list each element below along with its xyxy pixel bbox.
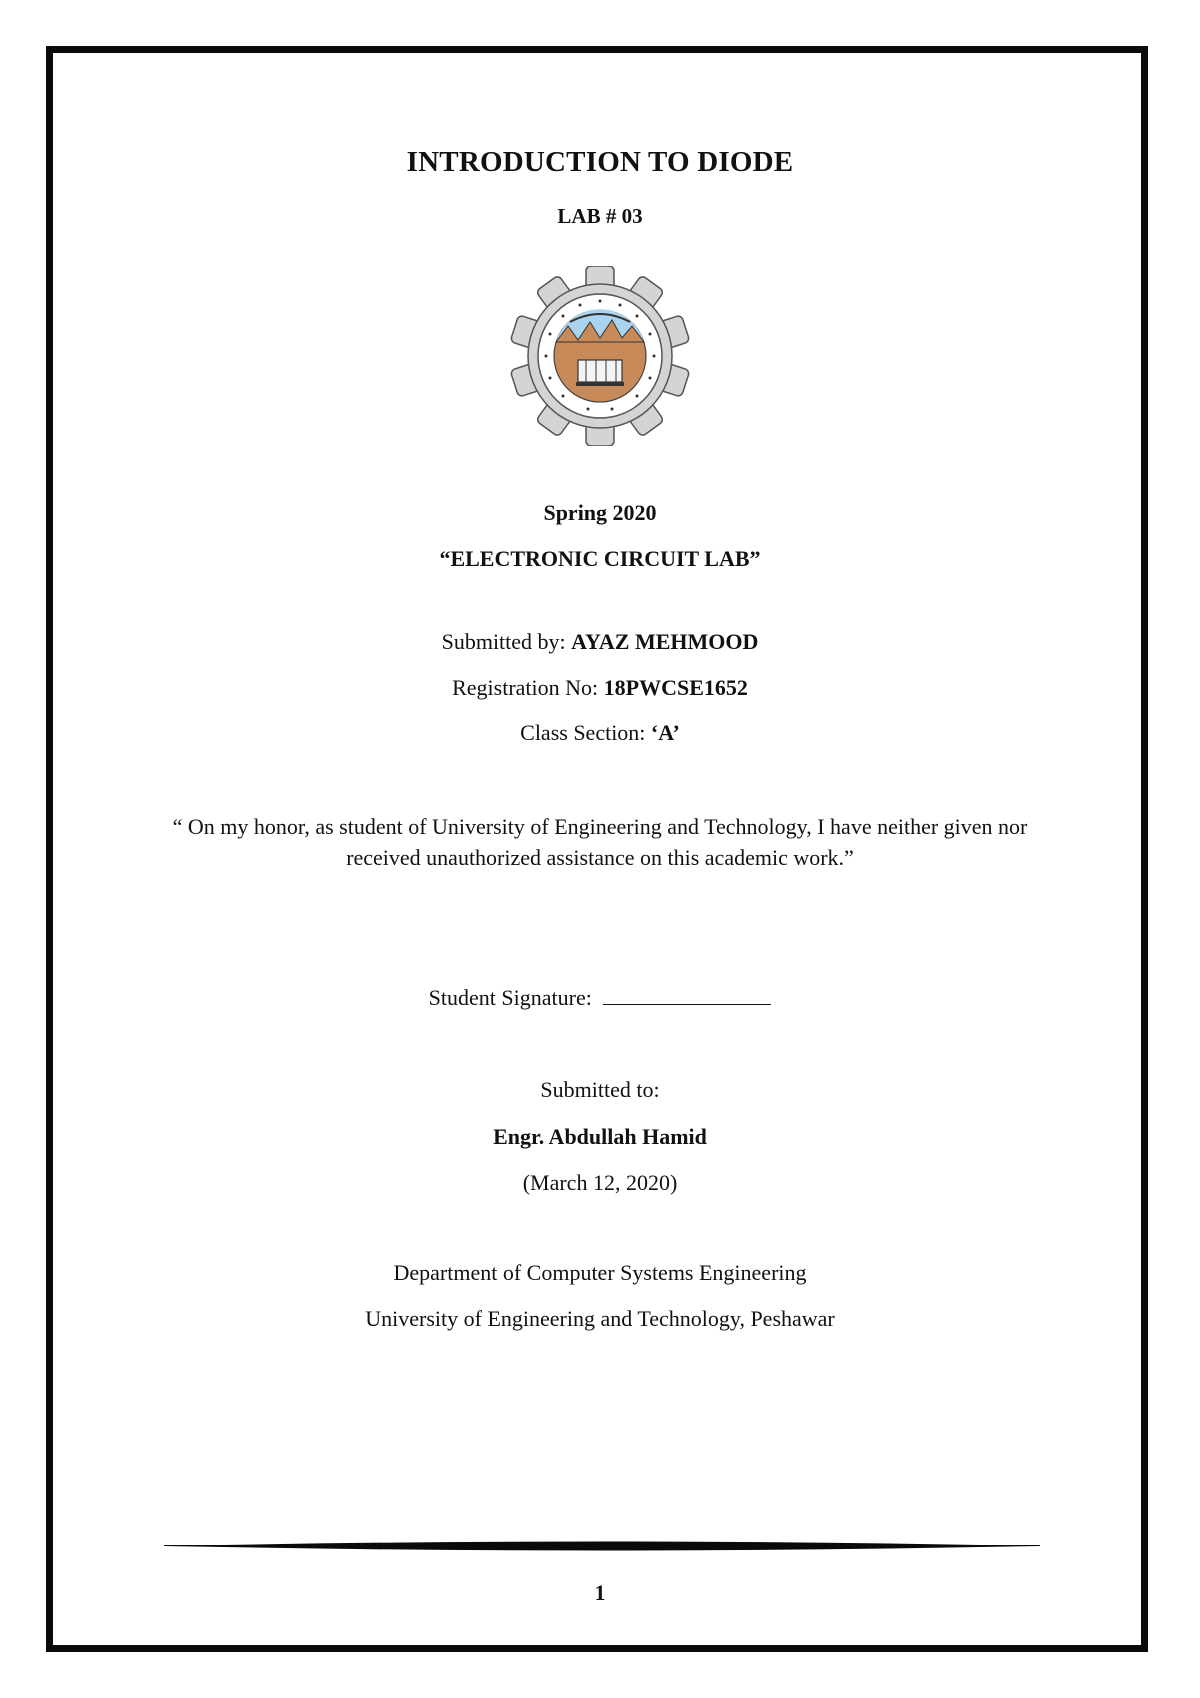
student-name: AYAZ MEHMOOD	[571, 629, 759, 654]
submitted-by	[0, 629, 1200, 655]
submitted-to-label: Submitted to:	[540, 1077, 660, 1102]
registration-label: Registration No:	[452, 675, 604, 700]
page-title: INTRODUCTION TO DIODE	[406, 146, 794, 178]
registration-number	[0, 675, 1200, 701]
supervisor-name: Engr. Abdullah Hamid	[493, 1124, 707, 1149]
signature-label: Student Signature:	[428, 985, 598, 1010]
university: University of Engineering and Technology, Peshawar	[365, 1306, 835, 1331]
student-signature	[0, 984, 1200, 1011]
university-gear-seal-icon	[507, 266, 693, 446]
section-label: Class Section:	[520, 720, 651, 745]
submission-date: (March 12, 2020)	[522, 1170, 678, 1195]
course-name: “ELECTRONIC CIRCUIT LAB”	[439, 546, 761, 571]
section-value: ‘A’	[650, 720, 680, 745]
registration-value: 18PWCSE1652	[603, 675, 748, 700]
lab-number: LAB # 03	[557, 204, 643, 228]
page-number: 1	[594, 1580, 606, 1605]
class-section	[0, 720, 1200, 746]
honor-pledge: “ On my honor, as student of University of Engineering and Technology, I have neither given nor received unauthorized assistance on this academic work.”	[172, 814, 1028, 870]
semester: Spring 2020	[543, 500, 657, 525]
footer-divider	[164, 1540, 1040, 1552]
submitted-by-label: Submitted by:	[441, 629, 572, 654]
department: Department of Computer Systems Engineering	[393, 1260, 807, 1285]
signature-line	[603, 984, 771, 1005]
